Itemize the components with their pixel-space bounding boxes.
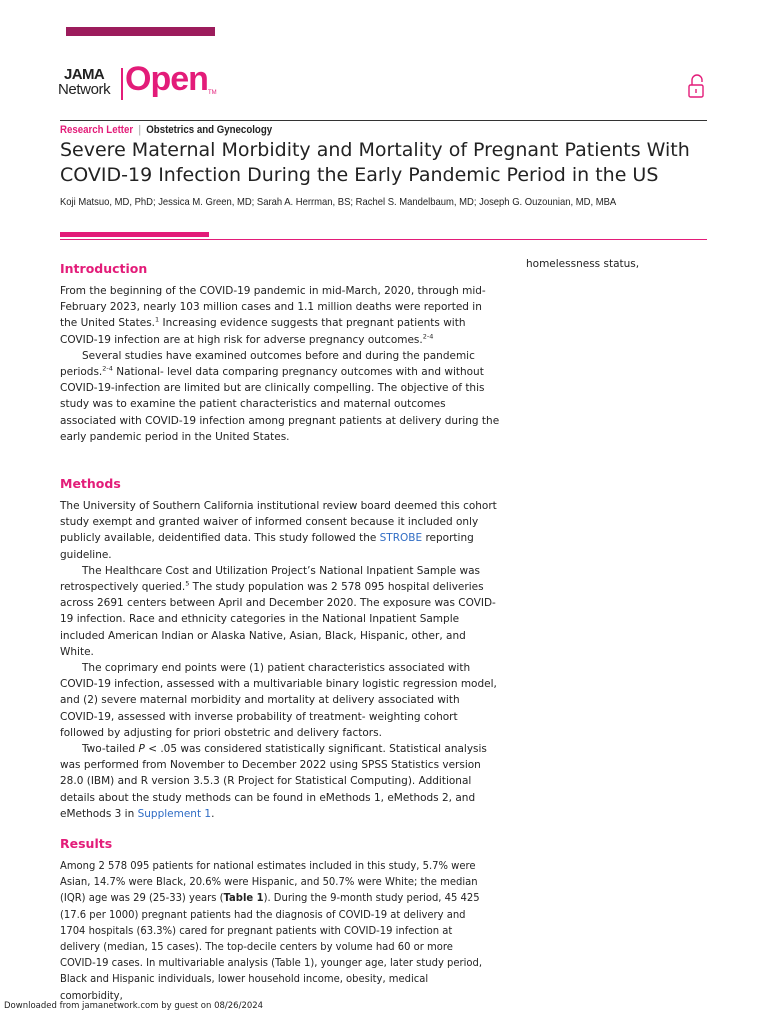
introduction-body [60,283,500,445]
methods-paragraph-2: The Healthcare Cost and Utilization Project’s National Inpatient Sample was retrospectively queried.$^5$ The study population was 2 578 095 hospital deliveries across 2691 centers between April and December 2020. The exposure was COVID-19 infection. Race and ethnicity categories in the National Inpatient Sample included American Indian or Alaska Native, Asian, Black, Hispanic, other, and White. [60,564,496,658]
article-type: Research Letter [60,124,134,136]
article-section: Obstetrics and Gynecology [146,124,273,136]
reference-1[interactable]: 1 [155,315,160,324]
logo-trademark: TM [208,90,217,96]
top-accent-bar [66,27,215,36]
logo-jama-text: JAMA [64,66,105,83]
results-body [60,859,491,1005]
introduction-heading: Introduction [60,261,148,276]
logo-network-text: Network [58,81,111,98]
methods-paragraph-3: The coprimary end points were (1) patient characteristics associated with COVID-19 infection, assessed with a multivariable binary logistic regression model, and (2) severe maternal morbidity and mortality at delivery associated with COVID-19, assessed with inverse probability of treatment- weighting cohort followed by adjusting for priori obstetric and delivery factors. [60,662,497,739]
strobe-link[interactable]: STROBE [379,532,423,545]
title-rule [60,239,707,240]
methods-heading: Methods [60,476,121,491]
header-rule [60,120,707,121]
sidebar-text: homelessness status, [526,258,640,270]
author-list: Koji Matsuo, MD, PhD; Jessica M. Green, MD; Sarah A. Herrman, BS; Rachel S. Mandelbaum, MD; Joseph G. Ouzounian, MD, MBA [60,196,617,208]
reference-2-4b[interactable]: 2-4 [102,364,113,373]
article-kicker [60,124,272,136]
results-paragraph-1: Among 2 578 095 patients for national estimates included in this study, 5.7% were Asian, 14.7% were Black, 20.6% were Hispanic, and 50.7% were White; the median (IQR) age was 29 (25-33) years (Table 1). During the 9-month study period, 45 425 (17.6 per 1000) pregnant patients had the diagnosis of COVID-19 at delivery and 1704 hospitals (63.3%) cared for pregnant patients with COVID-19 infection at delivery (median, 15 cases). The top-decile centers by volume had 60 or more COVID-19 cases. In multivariable analysis (Table 1), younger age, later study period, Black and Hispanic individuals, lower household income, obesity, medical comorbidity, [60,861,483,1002]
table-1-link[interactable]: Table 1 [223,893,264,905]
logo-divider [121,68,123,100]
results-heading: Results [60,836,113,851]
methods-paragraph-4: Two-tailed P < .05 was considered statistically significant. Statistical analysis was performed from November to December 2022 using SPSS Statistics version 28.0 (IBM) and R version 3.5.3 (R Project for Statistical Computing). Additional details about the study methods can be found in eMethods 1, eMethods 2, and eMethods 3 in Supplement 1. [60,743,487,820]
logo-open-text: Open [125,60,208,98]
kicker-separator: | [138,124,141,136]
open-lock-icon[interactable] [686,72,708,100]
title-accent-bar [60,232,209,237]
reference-5[interactable]: 5 [185,579,190,588]
methods-body [60,498,500,822]
methods-paragraph-1: The University of Southern California institutional review board deemed this cohort study exempt and granted waiver of informed consent because it included only publicly available, deidentified data. This study followed the STROBE reporting guideline. [60,500,497,561]
introduction-paragraph-2: Several studies have examined outcomes before and during the pandemic periods.$^{2-4}$ National- level data comparing pregnancy outcomes with and without COVID-19-infection are limited but are clinically compelling. The objective of this study was to examine the patient characteristics and maternal outcomes associated with COVID-19 infection among pregnant patients at delivery during the early pandemic period in the United States. [60,349,500,443]
reference-2-4[interactable]: 2-4 [422,332,434,341]
download-footer: Downloaded from jamanetwork.com by guest on 08/26/2024 [4,1001,264,1011]
introduction-paragraph-1: From the beginning of the COVID-19 pandemic in mid-March, 2020, through mid-February 2023, nearly 103 million cases and 1.1 million deaths were reported in the United States.$^1$ Increasing evidence suggests that pregnant patients with COVID-19 infection are at high risk for adverse pregnancy outcomes.$^{2-4}$ [60,285,486,346]
article-title: Severe Maternal Morbidity and Mortality of Pregnant Patients With COVID-19 Infection During the Early Pandemic Period in the US [60,139,690,186]
supplement-1-link[interactable]: Supplement 1 [137,807,212,820]
